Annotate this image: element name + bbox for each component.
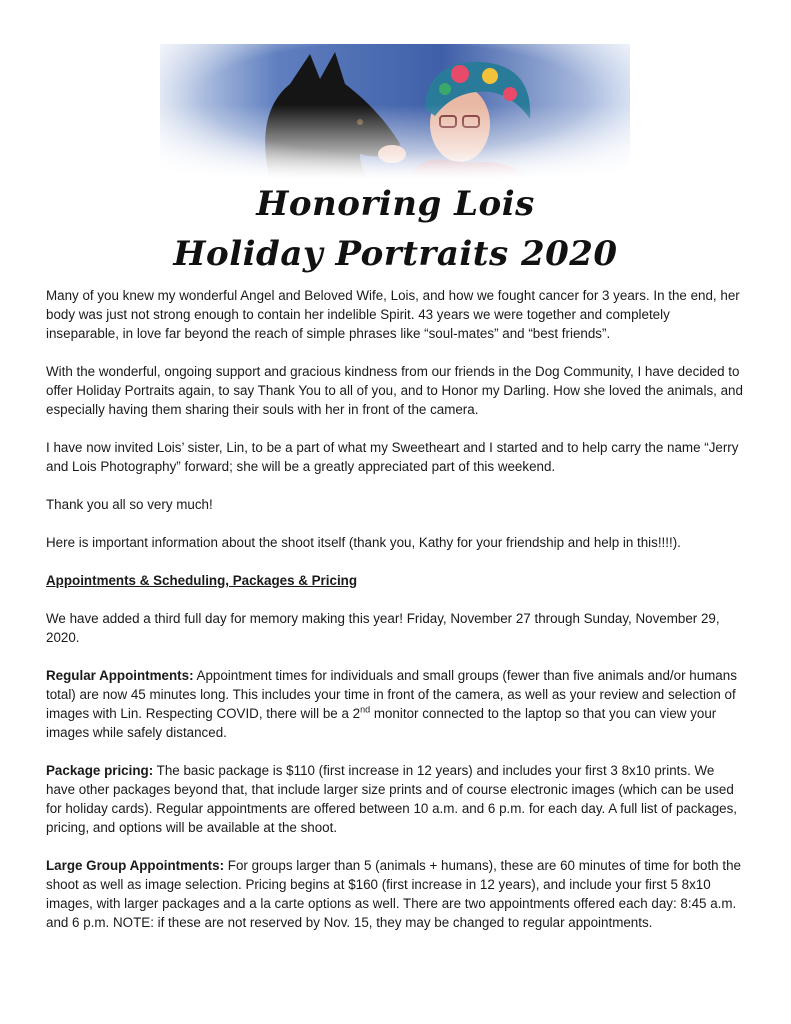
large-group-text: For groups larger than 5 (animals + humans), these are 60 minutes of time for both the shoot as well as image selection. Pricing begins at $160 (first increase in 12 years), and include your first 5 8x10 images, with larger packages and a la carte options as well. There are two appointments offered each day: 8:45 a.m. and 6 p.m. NOTE: if these are not reserved by Nov. 15, they may be changed to regular appointments. bbox=[46, 858, 741, 930]
letter-body bbox=[46, 286, 746, 951]
section-heading: Appointments & Scheduling, Packages & Pricing bbox=[46, 573, 358, 588]
package-label: Package pricing: bbox=[46, 763, 154, 778]
regular-label: Regular Appointments: bbox=[46, 668, 194, 683]
package-text: The basic package is $110 (first increase in 12 years) and includes your first 3 8x10 prints. We have other packages beyond that, that include larger size prints and of course electronic images (which can be used for holiday cards). Regular appointments are offered between 10 a.m. and 6 p.m. for each day. A full list of packages, pricing, and options will be available at the shoot. bbox=[46, 763, 738, 835]
paragraph-lin: I have now invited Lois’ sister, Lin, to be a part of what my Sweetheart and I started and to help carry the name “Jerry and Lois Photography” forward; she will be a greatly appreciated part of this weekend. bbox=[46, 440, 739, 474]
regular-text-a: Appointment times for individuals and small groups (fewer than five animals and/or humans total) are now 45 minutes long. This includes your time in front of the camera, as well as your review and selection of images with Lin. Respecting COVID, there will be a 2 bbox=[46, 668, 737, 721]
regular-text-b: monitor connected to the laptop so that you can view your images while safely distanced. bbox=[46, 706, 717, 740]
regular-sup: nd bbox=[360, 704, 371, 715]
large-group-label: Large Group Appointments: bbox=[46, 858, 225, 873]
paragraph-thanks: Thank you all so very much! bbox=[46, 497, 213, 512]
paragraph-support: With the wonderful, ongoing support and gracious kindness from our friends in the Dog Community, I have decided to offer Holiday Portraits again, to say Thank You to all of you, and to Honor my Darling. How she loved the animals, and especially having them sharing their souls with her in front of the camera. bbox=[46, 364, 743, 417]
paragraph-info: Here is important information about the shoot itself (thank you, Kathy for your friendship and help in this!!!!). bbox=[46, 535, 681, 550]
paragraph-package bbox=[46, 761, 746, 837]
paragraph-third-day: We have added a third full day for memory making this year! Friday, November 27 through Sunday, November 29, 2020. bbox=[46, 611, 720, 645]
paragraph-large-group bbox=[46, 856, 746, 932]
paragraph-regular bbox=[46, 666, 746, 742]
title-line-2: Holiday Portraits 2020 bbox=[173, 234, 618, 274]
title-line-1: Honoring Lois bbox=[256, 184, 535, 224]
header-photo bbox=[160, 44, 630, 179]
paragraph-intro: Many of you knew my wonderful Angel and Beloved Wife, Lois, and how we fought cancer for 3 years. In the end, her body was just not strong enough to contain her indelible Spirit. 43 years we were together and completely inseparable, in love far beyond the reach of simple phrases like “soul-mates” and “best friends”. bbox=[46, 288, 740, 341]
header-photo-illustration bbox=[160, 44, 630, 179]
